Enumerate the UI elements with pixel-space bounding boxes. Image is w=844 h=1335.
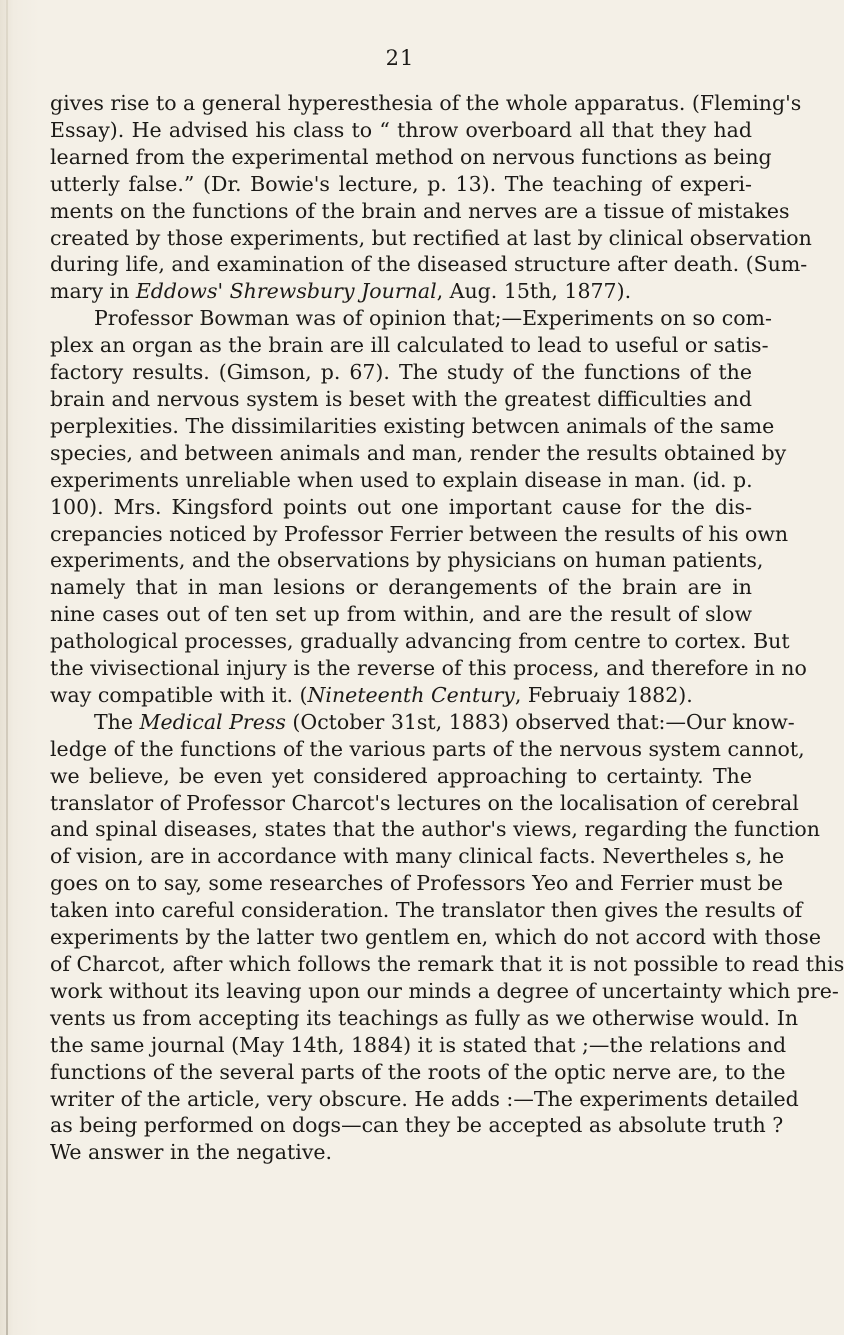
text-line: during life, and examination of the diseased structure after death. (Sum- bbox=[50, 252, 808, 277]
citation-title: Nineteenth Century bbox=[307, 682, 515, 707]
citation-title: Medical Press bbox=[139, 709, 286, 734]
text-line bbox=[50, 682, 752, 709]
text-line: crepancies noticed by Professor Ferrier between the results of his own bbox=[50, 521, 789, 546]
text-line: plex an organ as the brain are ill calculated to lead to useful or satis- bbox=[50, 333, 769, 358]
text-line: created by those experiments, but rectified at last by clinical observation bbox=[50, 225, 812, 250]
text-line: ledge of the functions of the various parts of the nervous system cannot, bbox=[50, 736, 805, 761]
text-line: translator of Professor Charcot's lectures on the localisation of cerebral bbox=[50, 790, 799, 815]
text-line: the vivisectional injury is the reverse of this process, and therefore in no bbox=[50, 656, 807, 681]
text-line: utterly false.” (Dr. Bowie's lecture, p. 13). The teaching of experi- bbox=[50, 171, 752, 196]
page-number: 21 bbox=[385, 46, 415, 70]
text-line: ments on the functions of the brain and nerves are a tissue of mistakes bbox=[50, 198, 790, 223]
text-line: and spinal diseases, states that the author's views, regarding the function bbox=[50, 817, 820, 842]
text-line: functions of the several parts of the roots of the optic nerve are, to the bbox=[50, 1059, 786, 1084]
text-line bbox=[50, 278, 752, 305]
text-line: pathological processes, gradually advancing from centre to cortex. But bbox=[50, 629, 790, 654]
text-line: experiments by the latter two gentlem en, which do not accord with those bbox=[50, 925, 821, 950]
text-line: we believe, be even yet considered approaching to certainty. The bbox=[50, 763, 752, 788]
text-line: work without its leaving upon our minds a degree of uncertainty which pre- bbox=[50, 978, 839, 1003]
text-line: nine cases out of ten set up from within, and are the result of slow bbox=[50, 602, 752, 627]
citation-title: Eddows' Shrewsbury Journal bbox=[135, 279, 437, 304]
text-line: vents us from accepting its teachings as fully as we otherwise would. In bbox=[50, 1005, 799, 1030]
text-line: of vision, are in accordance with many clinical facts. Nevertheles s, he bbox=[50, 844, 785, 869]
text-line: brain and nervous system is beset with the greatest difficulties and bbox=[50, 386, 752, 411]
text-line: writer of the article, very obscure. He adds :—The experiments detailed bbox=[50, 1086, 799, 1111]
text-line: the same journal (May 14th, 1884) it is stated that ;—the relations and bbox=[50, 1032, 787, 1057]
text-line: as being performed on dogs—can they be accepted as absolute truth ? bbox=[50, 1113, 784, 1138]
text-line: goes on to say, some researches of Professors Yeo and Ferrier must be bbox=[50, 871, 783, 896]
text-run: The bbox=[94, 709, 140, 734]
text-line: species, and between animals and man, render the results obtained by bbox=[50, 440, 787, 465]
text-line: Professor Bowman was of opinion that;—Experiments on so com- bbox=[94, 306, 772, 331]
text-run: , Februaiy 1882). bbox=[514, 682, 693, 707]
text-run: (October 31st, 1883) observed that:—Our know- bbox=[285, 709, 795, 734]
text-line: 100). Mrs. Kingsford points out one important cause for the dis- bbox=[50, 494, 752, 519]
text-line: experiments, and the observations by physicians on human patients, bbox=[50, 548, 764, 573]
text-line: factory results. (Gimson, p. 67). The study of the functions of the bbox=[50, 360, 752, 385]
text-run: way compatible with it. ( bbox=[50, 682, 308, 707]
text-line: perplexities. The dissimilarities existing betwcen animals of the same bbox=[50, 413, 775, 438]
page-gutter-shadow bbox=[6, 0, 8, 1335]
text-line: of Charcot, after which follows the remark that it is not possible to read this bbox=[50, 952, 844, 976]
text-line: Essay). He advised his class to “ throw overboard all that they had bbox=[50, 117, 752, 142]
text-run: mary in bbox=[50, 279, 136, 304]
text-line: taken into careful consideration. The translator then gives the results of bbox=[50, 898, 803, 923]
text-line: learned from the experimental method on nervous functions as being bbox=[50, 144, 772, 169]
body-text bbox=[50, 90, 844, 1166]
text-line: namely that in man lesions or derangements of the brain are in bbox=[50, 575, 752, 600]
text-line: experiments unreliable when used to explain disease in man. (id. p. bbox=[50, 467, 753, 492]
text-line: gives rise to a general hyperesthesia of the whole apparatus. (Fleming's bbox=[50, 91, 802, 115]
text-line: We answer in the negative. bbox=[50, 1140, 333, 1165]
text-line bbox=[50, 709, 795, 736]
text-run: , Aug. 15th, 1877). bbox=[436, 279, 632, 304]
